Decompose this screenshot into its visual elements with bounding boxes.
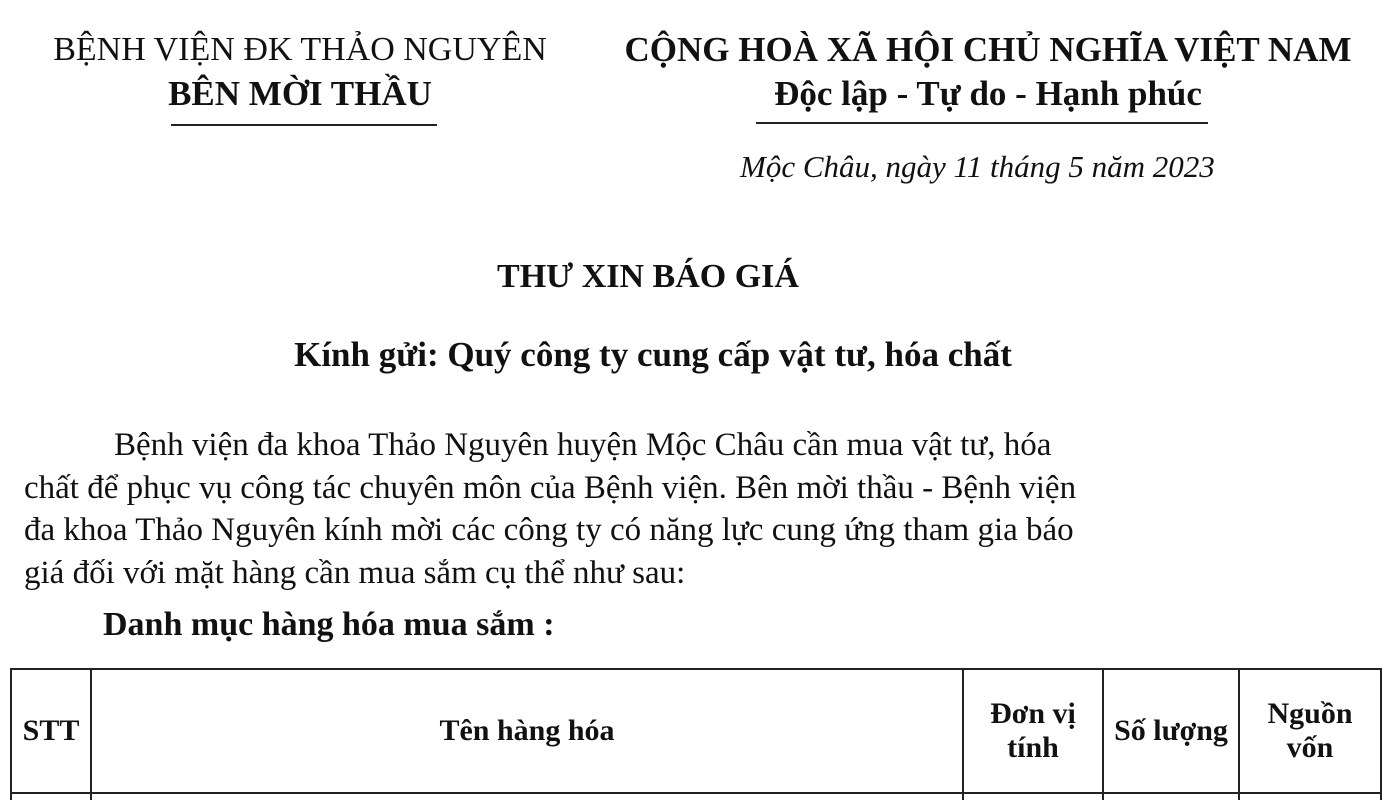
header-right-underline [756,122,1208,124]
column-header-quantity: Số lượng [1103,669,1239,793]
table-cell [1103,793,1239,800]
table-header-row [11,669,1381,793]
goods-list-heading: Danh mục hàng hóa mua sắm : [103,606,555,643]
goods-table [10,668,1382,800]
salutation: Kính gửi: Quý công ty cung cấp vật tư, hóa chất [294,335,1012,374]
document-title: THƯ XIN BÁO GIÁ [497,258,799,295]
column-header-stt: STT [11,669,91,793]
organization-name: BỆNH VIỆN ĐK THẢO NGUYÊN [53,31,547,68]
table-cell [91,793,963,800]
organization-role: BÊN MỜI THẦU [168,74,432,113]
body-line: Bệnh viện đa khoa Thảo Nguyên huyện Mộc Châu cần mua vật tư, hóa [114,427,1052,463]
body-line: giá đối với mặt hàng cần mua sắm cụ thể như sau: [24,554,686,591]
table-cell [1239,793,1381,800]
table-row [11,793,1381,800]
header-left-underline [171,124,437,126]
column-header-goods-name: Tên hàng hóa [91,669,963,793]
place-and-date: Mộc Châu, ngày 11 tháng 5 năm 2023 [740,149,1215,184]
national-title: CỘNG HOÀ XÃ HỘI CHỦ NGHĨA VIỆT NAM [624,30,1352,69]
column-header-funding-source: Nguồn vốn [1239,669,1381,793]
table-cell [11,793,91,800]
column-header-unit: Đơn vị tính [963,669,1103,793]
national-motto: Độc lập - Tự do - Hạnh phúc [774,74,1202,113]
body-line: đa khoa Thảo Nguyên kính mời các công ty có năng lực cung ứng tham gia báo [24,512,1074,548]
body-line: chất để phục vụ công tác chuyên môn của Bệnh viện. Bên mời thầu - Bệnh viện [24,469,1077,506]
body-paragraph [24,424,1324,594]
table-cell [963,793,1103,800]
